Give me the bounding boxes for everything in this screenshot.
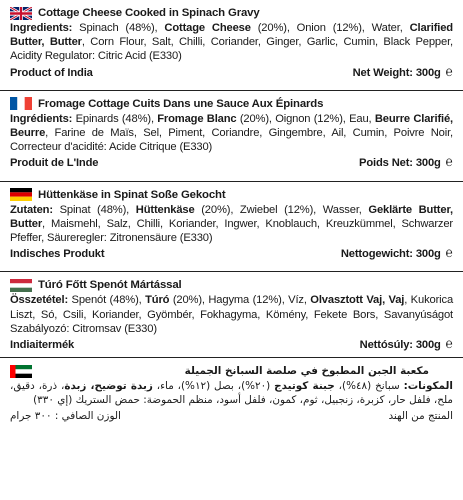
ingredient-run: Spinach (48%),: [72, 22, 165, 34]
net-weight-text: الوزن الصافي : ٣٠٠ جرام: [10, 409, 121, 422]
origin-text: Indiaitermék: [10, 339, 75, 352]
ingredient-run: , Farine de Maïs, Sel, Piment, Coriandre, Gingembre, Ail, Cumin, Poivre Noir, Correcteur d'acidité: Acide Citrique (E330): [10, 127, 453, 154]
estimated-sign-icon: ℮: [445, 335, 453, 352]
section-footer: [10, 337, 453, 352]
ingredients-text: [10, 379, 453, 408]
section-header: [10, 278, 453, 292]
origin-text: Indisches Produkt: [10, 248, 105, 261]
net-weight: [341, 246, 453, 261]
section-header: [10, 364, 453, 379]
ingredient-run: Spenót (48%),: [68, 294, 146, 307]
ingredients-label: Zutaten:: [10, 203, 53, 216]
france-flag-icon: [10, 97, 32, 110]
ingredient-allergen: Clarified Butter, Butter: [10, 22, 453, 49]
section-header: [10, 6, 453, 20]
product-title: Hüttenkäse in Spinat Soße Gekocht: [38, 188, 226, 201]
ingredient-run: ، ذرة، دقيق، ملح، فلفل حار، كزبرة، زنجبيل، ثوم، كمون، فلفل أسود، منظم الحموضة: حمض الستريك (إي ٣٣٠): [10, 379, 453, 407]
section-hungarian: [10, 278, 453, 352]
net-weight-text: Poids Net: 300g: [359, 157, 441, 170]
divider: [0, 181, 463, 182]
ingredient-allergen: Olvasztott Vaj, Vaj: [310, 294, 405, 307]
product-title: مكعبة الجبن المطبوخ في صلصة السبانخ الجميلة: [184, 365, 429, 378]
ingredient-allergen: جبنة كوتيدج: [274, 379, 335, 392]
estimated-sign-icon: ℮: [445, 244, 453, 261]
ingredient-run: سبانخ (٤٨%)،: [334, 379, 404, 392]
section-header: [10, 188, 453, 202]
ingredient-allergen: Túró: [145, 294, 170, 307]
section-footer: [10, 409, 453, 424]
ingredient-run: Spinat (48%),: [52, 203, 136, 216]
ingredient-allergen: Fromage Blanc: [157, 112, 237, 125]
section-german: [10, 188, 453, 262]
net-weight: [360, 337, 453, 352]
net-weight-text: Nettósúly: 300g: [359, 339, 441, 352]
ingredient-run: (20%), Zwiebel (12%), Wasser,: [194, 203, 369, 216]
hungary-flag-icon: [10, 279, 32, 292]
divider: [0, 90, 463, 91]
origin-text: المنتج من الهند: [388, 409, 453, 422]
net-weight: [352, 62, 453, 80]
ingredients-label: Ingredients:: [10, 22, 73, 34]
ingredient-run: (20%), Onion (12%), Water,: [250, 22, 410, 34]
net-weight-text: Net Weight: 300g: [352, 66, 441, 79]
ingredient-allergen: Beurre Clarifié, Beurre: [10, 112, 454, 140]
ingredient-run: , Kukorica Liszt, Só, Csili, Koriander, Gyömbér, Fokhagyma, Kömény, Fekete Bors, Savanyúságot Szabályozó: Citromsav (E330): [10, 294, 454, 335]
ingredient-run: (20%), Hagyma (12%), Víz,: [169, 294, 311, 307]
product-title: Cottage Cheese Cooked in Spinach Gravy: [38, 7, 260, 19]
germany-flag-icon: [10, 188, 32, 201]
ingredient-run: Epinards (48%),: [72, 112, 158, 125]
ingredients-label: Összetétel:: [10, 294, 69, 307]
ingredients-text: [10, 293, 453, 336]
ingredients-text: [10, 21, 453, 64]
divider: [0, 357, 463, 358]
ingredients-label: المكونات:: [403, 379, 453, 392]
ingredients-text: [10, 203, 453, 246]
net-weight-text: Nettogewicht: 300g: [340, 248, 441, 261]
ingredient-allergen: Geklärte Butter, Butter: [10, 203, 454, 230]
product-title: Túró Főtt Spenót Mártással: [38, 279, 182, 292]
ingredient-run: , Maismehl, Salz, Chilli, Koriander, Ingwer, Knoblauch, Kreuzkümmel, Schwarzer Pfeffer, Säureregler: Zitronensäure (E330): [10, 217, 453, 245]
ingredient-run: (٢٠%)، بصل (١٢%)، ماء،: [152, 379, 275, 392]
section-french: [10, 97, 453, 171]
section-header: [10, 97, 453, 111]
ingredient-run: , Corn Flour, Salt, Chilli, Coriander, Ginger, Garlic, Cumin, Black Pepper, Acidity Regulator: Citric Acid (E330): [10, 36, 453, 63]
section-english: [10, 6, 453, 80]
origin-text: Product of India: [10, 66, 93, 79]
section-footer: [10, 155, 453, 170]
product-title: Fromage Cottage Cuits Dans une Sauce Aux Épinards: [38, 97, 324, 110]
ingredient-allergen: Hüttenkäse: [135, 203, 195, 216]
section-arabic: [10, 364, 453, 423]
ingredients-label: Ingrédients:: [10, 112, 73, 125]
ingredients-text: [10, 112, 453, 155]
ingredient-run: (20%), Oignon (12%), Eau,: [236, 112, 375, 125]
estimated-sign-icon: ℮: [445, 62, 453, 79]
origin-text: Produit de L'Inde: [10, 157, 99, 170]
ingredient-allergen: زبدة توضيح، زبدة: [64, 379, 153, 392]
ingredient-allergen: Cottage Cheese: [164, 22, 251, 34]
net-weight: [359, 155, 453, 170]
divider: [0, 271, 463, 272]
uk-flag-icon: [10, 7, 32, 20]
estimated-sign-icon: ℮: [445, 153, 453, 170]
uae-flag-icon: [10, 365, 32, 378]
section-footer: [10, 246, 453, 261]
section-footer: [10, 62, 453, 80]
